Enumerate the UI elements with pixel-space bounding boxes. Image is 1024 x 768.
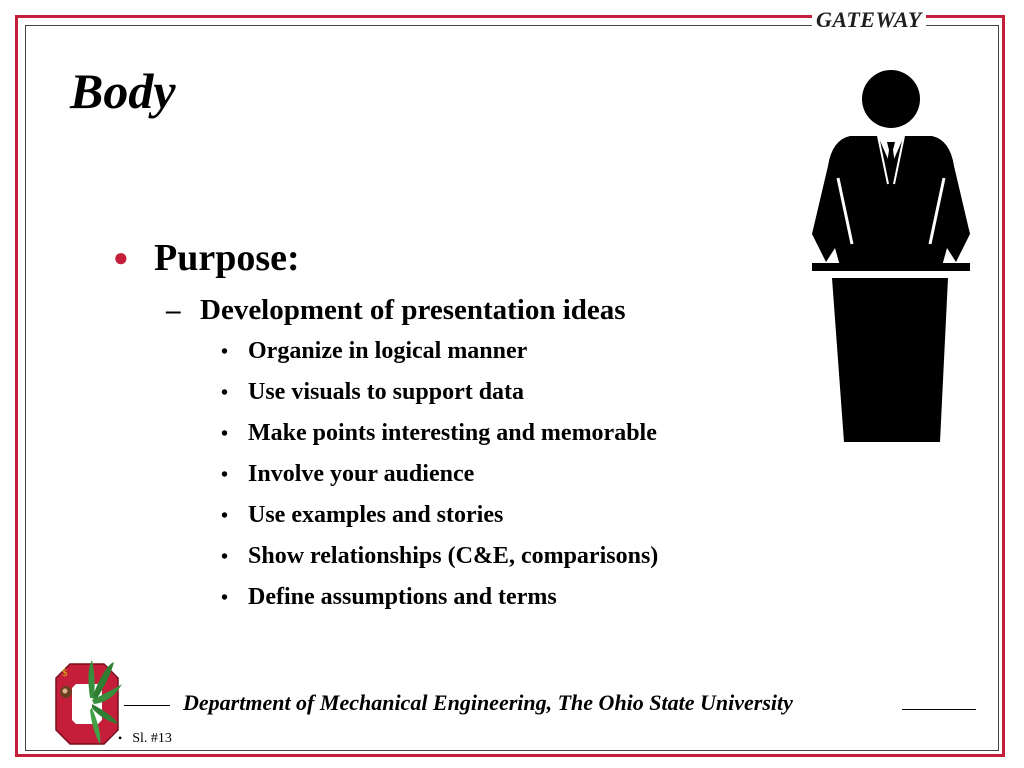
footer-rule-left bbox=[124, 705, 170, 706]
bullet-icon: • bbox=[221, 341, 229, 363]
footer-rule-right bbox=[902, 709, 976, 710]
gateway-brand: GATEWAY bbox=[812, 7, 926, 33]
list-item-text: Involve your audience bbox=[248, 461, 475, 487]
list-item bbox=[221, 338, 793, 379]
list-item bbox=[221, 379, 793, 420]
bullet-purpose bbox=[113, 236, 793, 282]
sub-bullet-label: Development of presentation ideas bbox=[200, 294, 626, 326]
list-item bbox=[221, 584, 793, 625]
slide-number bbox=[118, 731, 172, 747]
bullet-purpose-label: Purpose: bbox=[154, 237, 300, 279]
list-item-text: Organize in logical manner bbox=[248, 338, 528, 364]
bullet-icon: • bbox=[221, 464, 229, 486]
ohio-state-logo bbox=[52, 658, 122, 750]
bullet-dot-icon: ● bbox=[113, 243, 129, 272]
footer-department: Department of Mechanical Engineering, The Ohio State University bbox=[183, 690, 793, 715]
list-item-text: Make points interesting and memorable bbox=[248, 420, 657, 446]
bullet-list bbox=[113, 236, 793, 625]
list-item bbox=[221, 420, 793, 461]
dash-icon: – bbox=[166, 294, 181, 326]
svg-text:$: $ bbox=[62, 667, 68, 679]
list-item-text: Use visuals to support data bbox=[248, 379, 525, 405]
list-item-text: Use examples and stories bbox=[248, 502, 504, 528]
list-item-text: Define assumptions and terms bbox=[248, 584, 557, 610]
bullet-icon: • bbox=[221, 382, 229, 404]
bullet-icon: • bbox=[118, 731, 123, 745]
bullet-icon: • bbox=[221, 423, 229, 445]
bullet-icon: • bbox=[221, 546, 229, 568]
list-item bbox=[221, 461, 793, 502]
sub-bullet-development bbox=[166, 294, 793, 334]
list-item-text: Show relationships (C&E, comparisons) bbox=[248, 543, 659, 569]
bullet-icon: • bbox=[221, 587, 229, 609]
idea-list bbox=[221, 338, 793, 625]
list-item bbox=[221, 543, 793, 584]
speaker-at-podium-icon bbox=[810, 66, 972, 446]
list-item bbox=[221, 502, 793, 543]
slide-title: Body bbox=[70, 63, 176, 119]
bullet-icon: • bbox=[221, 505, 229, 527]
slide-number-text: Sl. #13 bbox=[132, 731, 172, 746]
